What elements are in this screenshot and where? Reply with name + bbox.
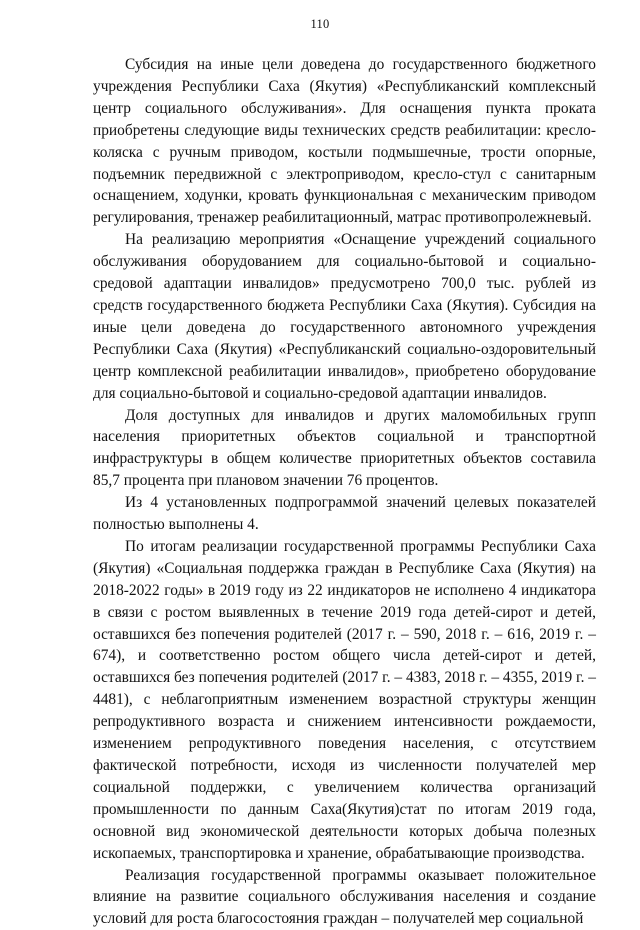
paragraph: На реализацию мероприятия «Оснащение учреждений социального обслуживания оборудованием для социально-бытовой и социально-средовой адаптации инвалидов» предусмотрено 700,0 тыс. рублей из средств государственного бюджета Республики Саха (Якутия). Субсидия на иные цели доведена до государственного автономного учреждения Республики Саха (Якутия) «Республиканский социально-оздоровительный центр комплексной реабилитации инвалидов», приобретено оборудование для социально-бытовой и социально-средовой адаптации инвалидов. xyxy=(93,231,596,402)
paragraph: Доля доступных для инвалидов и других маломобильных групп населения приоритетных объектов социальной и транспортной инфраструктуры в общем количестве приоритетных объектов составила 85,7 процента при плановом значении 76 процентов. xyxy=(93,406,596,490)
paragraph: Реализация государственной программы оказывает положительное влияние на развитие социального обслуживания населения и создание условий для роста благосостояния граждан – получателей мер социальной xyxy=(93,866,596,928)
paragraph: Субсидия на иные цели доведена до государственного бюджетного учреждения Республики Саха (Якутия) «Республиканский комплексный центр социального обслуживания». Для оснащения пункта проката приобретены следующие виды технических средств реабилитации: кресло-коляска с ручным приводом, костыли подмышечные, трости опорные, подъемник передвижной с электроприводом, кресло-стул с санитарным оснащением, ходунки, кровать функциональная с механическим приводом регулирования, тренажер реабилитационный, матрас противопролежневый. xyxy=(93,56,596,227)
page-number: 110 xyxy=(310,17,330,31)
document-body xyxy=(93,54,596,930)
paragraph: Из 4 установленных подпрограммой значений целевых показателей полностью выполнены 4. xyxy=(93,494,596,534)
paragraph: По итогам реализации государственной программы Республики Саха (Якутия) «Социальная поддержка граждан в Республике Саха (Якутия) на 2018-2022 годы» в 2019 году из 22 индикаторов не исполнено 4 индикатора в связи с ростом выявленных в течение 2019 года детей-сирот и детей, оставшихся без попечения родителей (2017 г. – 590, 2018 г. – 616, 2019 г. – 674), и соответственно ростом общего числа детей-сирот и детей, оставшихся без попечения родителей (2017 г. – 4383, 2018 г. – 4355, 2019 г. – 4481), с неблагоприятным изменением возрастной структуры женщин репродуктивного возраста и снижением интенсивности рождаемости, изменением репродуктивного поведения населения, с отсутствием фактической потребности, исходя из численности получателей мер социальной поддержки, с увеличением количества организаций промышленности по данным Саха(Якутия)стат по итогам 2019 года, основной вид экономической деятельности которых добыча полезных ископаемых, транспортировка и хранение, обрабатывающие производства. xyxy=(93,537,596,862)
